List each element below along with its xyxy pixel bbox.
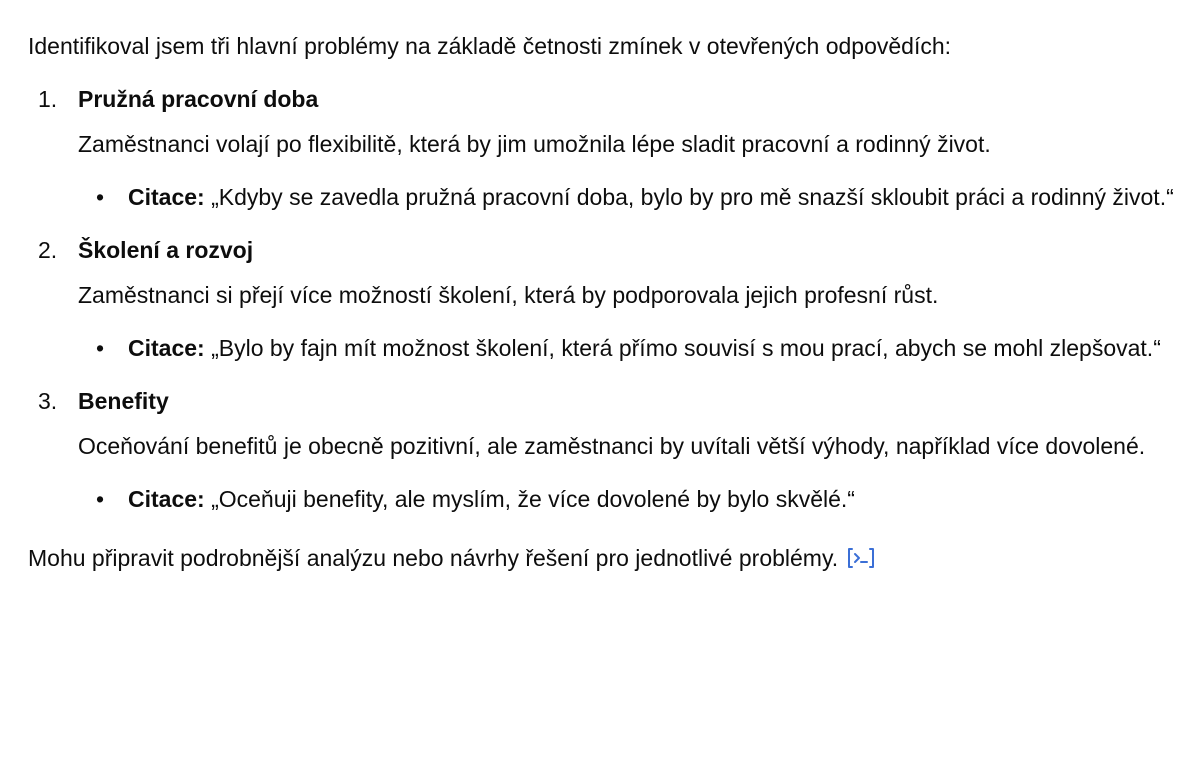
quote-text: „Bylo by fajn mít možnost školení, která přímo souvisí s mou prací, abych se mohl zlepšovat.“ [211,335,1161,361]
quote-text: „Kdyby se zavedla pružná pracovní doba, bylo by pro mě snazší skloubit práci a rodinný život.“ [211,184,1174,210]
quote-label: Citace: [128,486,205,512]
outro-sentence: Mohu připravit podrobnější analýzu nebo návrhy řešení pro jednotlivé problémy. [28,545,839,571]
intro-text: Identifikoval jsem tři hlavní problémy na základě četnosti zmínek v otevřených odpovědích: [28,33,952,59]
quote-list [78,477,1174,522]
problem-number: 3. [38,388,58,414]
problem-description: Zaměstnanci volají po flexibilitě, která by jim umožnila lépe sladit pracovní a rodinný život. [78,131,991,157]
quote-label: Citace: [128,184,205,210]
problem-item [28,379,1174,522]
quote-item [78,326,1174,371]
bullet-icon: • [96,335,105,361]
bullet-icon: • [96,486,105,512]
problem-title: Benefity [78,388,169,414]
problem-item [28,228,1174,371]
quote-list [78,326,1174,371]
quote-item [78,175,1174,220]
problems-list [28,77,1174,522]
problem-number: 1. [38,86,58,112]
bullet-icon: • [96,184,105,210]
code-interpreter-icon[interactable] [846,546,876,570]
quote-list [78,175,1174,220]
problem-description: Oceňování benefitů je obecně pozitivní, ale zaměstnanci by uvítali větší výhody, například více dovolené. [78,433,1146,459]
problem-title: Školení a rozvoj [78,237,254,263]
quote-item [78,477,1174,522]
problem-number: 2. [38,237,58,263]
quote-text: „Oceňuji benefity, ale myslím, že více dovolené by bylo skvělé.“ [211,486,855,512]
problem-description: Zaměstnanci si přejí více možností školení, která by podporovala jejich profesní růst. [78,282,939,308]
problem-item [28,77,1174,220]
problem-title: Pružná pracovní doba [78,86,319,112]
quote-label: Citace: [128,335,205,361]
outro-text [28,536,1174,581]
